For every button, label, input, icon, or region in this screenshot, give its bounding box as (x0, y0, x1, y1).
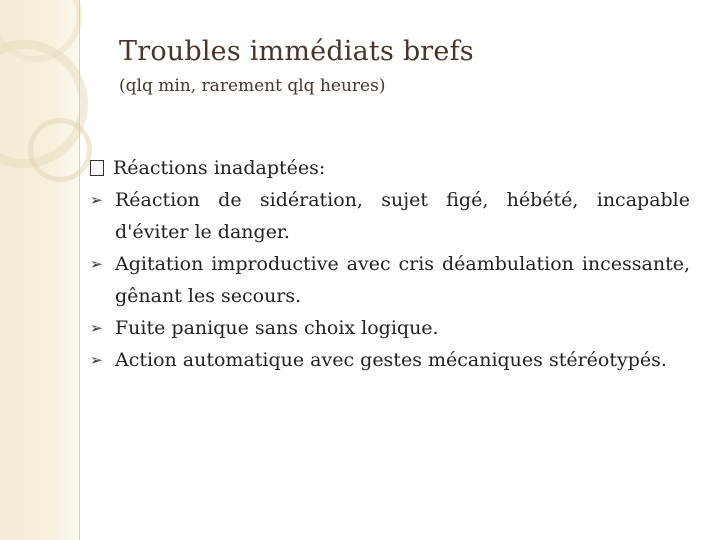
bullet-text: Action automatique avec gestes mécaniques stéréotypés. (115, 349, 667, 371)
decorative-circle (28, 118, 92, 182)
slide-title: Troubles immédiats brefs (119, 36, 474, 67)
side-divider (79, 0, 80, 540)
slide-content (90, 152, 690, 376)
bullet-text: Réaction de sidération, sujet figé, hébété, incapable d'éviter le danger. (115, 189, 690, 243)
bullet-item (90, 184, 690, 248)
slide-subtitle: (qlq min, rarement qlq heures) (119, 76, 386, 96)
arrow-icon: ➢ (90, 191, 103, 209)
heading-item (90, 152, 690, 184)
bullet-text: Agitation improductive avec cris déambulation incessante, gênant les secours. (115, 253, 690, 307)
heading-item-label: Réactions inadaptées: (113, 157, 326, 179)
bullet-item (90, 248, 690, 312)
arrow-icon: ➢ (90, 351, 103, 369)
arrow-icon: ➢ (90, 255, 103, 273)
decorative-side-band (0, 0, 78, 540)
checkbox-icon (90, 160, 104, 176)
bullet-item (90, 344, 690, 376)
bullet-item (90, 312, 690, 344)
arrow-icon: ➢ (90, 319, 103, 337)
bullet-text: Fuite panique sans choix logique. (115, 317, 439, 339)
